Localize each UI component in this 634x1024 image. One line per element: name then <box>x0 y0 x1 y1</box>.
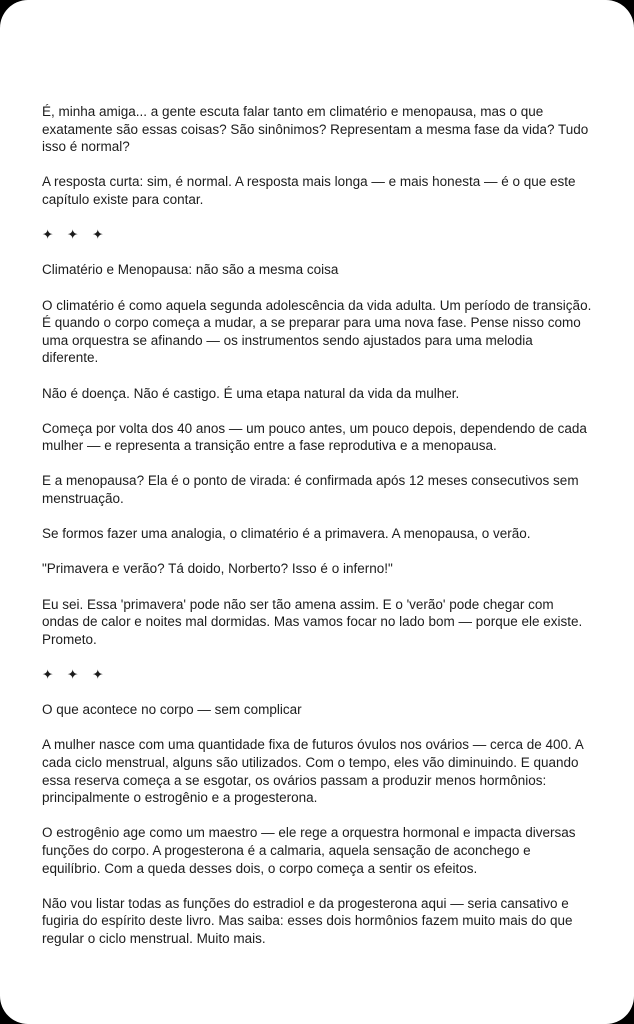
paragraph-quote-norberto: "Primavera e verão? Tá doido, Norberto? Isso é o inferno!" <box>42 561 393 577</box>
page-content <box>42 103 592 948</box>
paragraph-estrogenio-maestro: O estrogênio age como um maestro — ele rege a orquestra hormonal e impacta diversas funções do corpo. A progesterona é a calmaria, aquela sensação de aconchego e equilíbrio. Com a queda desses dois, o corpo começa a sentir os efeitos. <box>42 825 576 876</box>
paragraph-nao-e-doenca: Não é doença. Não é castigo. É uma etapa natural da vida da mulher. <box>42 385 460 401</box>
paragraph-short-answer: A resposta curta: sim, é normal. A resposta mais longa — e mais honesta — é o que este capítulo existe para contar. <box>42 174 576 207</box>
paragraph-menopausa-definition: E a menopausa? Ela é o ponto de virada: é confirmada após 12 meses consecutivos sem menstruação. <box>42 473 579 507</box>
paragraph-funcoes-hormonios: Não vou listar todas as funções do estradiol e da progesterona aqui — seria cansativo e fugiria do espírito deste livro. Mas saiba: esses dois hormônios fazem muito mais do que regular o ciclo menstrual. Muito mais. <box>42 895 573 946</box>
paragraph-comeca-40-anos: Começa por volta dos 40 anos — um pouco antes, um pouco depois, dependendo de cada mulher — e representa a transição entre a fase reprodutiva e a menopausa. <box>42 420 587 454</box>
section-divider: ✦ ✦ ✦ <box>42 227 104 243</box>
paragraph-intro-question: É, minha amiga... a gente escuta falar tanto em climatério e menopausa, mas o que exatamente são essas coisas? São sinônimos? Representam a mesma fase da vida? Tudo isso é normal? <box>42 104 589 155</box>
paragraph-analogia-primavera: Se formos fazer uma analogia, o climatério é a primavera. A menopausa, o verão. <box>42 526 531 542</box>
section-heading-o-que-acontece: O que acontece no corpo — sem complicar <box>42 702 302 718</box>
paragraph-climaterio-definition: O climatério é como aquela segunda adolescência da vida adulta. Um período de transição. É quando o corpo começa a mudar, a se preparar para uma nova fase. Pense nisso como uma orquestra se afinando — os instrumentos sendo ajustados para uma melodia diferente. <box>42 297 592 366</box>
section-divider: ✦ ✦ ✦ <box>42 667 104 682</box>
paragraph-ovulos-reserva: A mulher nasce com uma quantidade fixa de futuros óvulos nos ovários — cerca de 400. A cada ciclo menstrual, alguns são utilizados. Com o tempo, eles vão diminuindo. E quando essa reserva começa a se esgotar, os ovários passam a produzir menos hormônios: principalmente o estrogênio e a progesterona. <box>42 737 584 806</box>
section-heading-climaterio-menopausa: Climatério e Menopausa: não são a mesma coisa <box>42 262 339 278</box>
paragraph-eu-sei: Eu sei. Essa 'primavera' pode não ser tão amena assim. E o 'verão' pode chegar com ondas de calor e noites mal dormidas. Mas vamos focar no lado bom — porque ele existe. Prometo. <box>42 596 583 647</box>
